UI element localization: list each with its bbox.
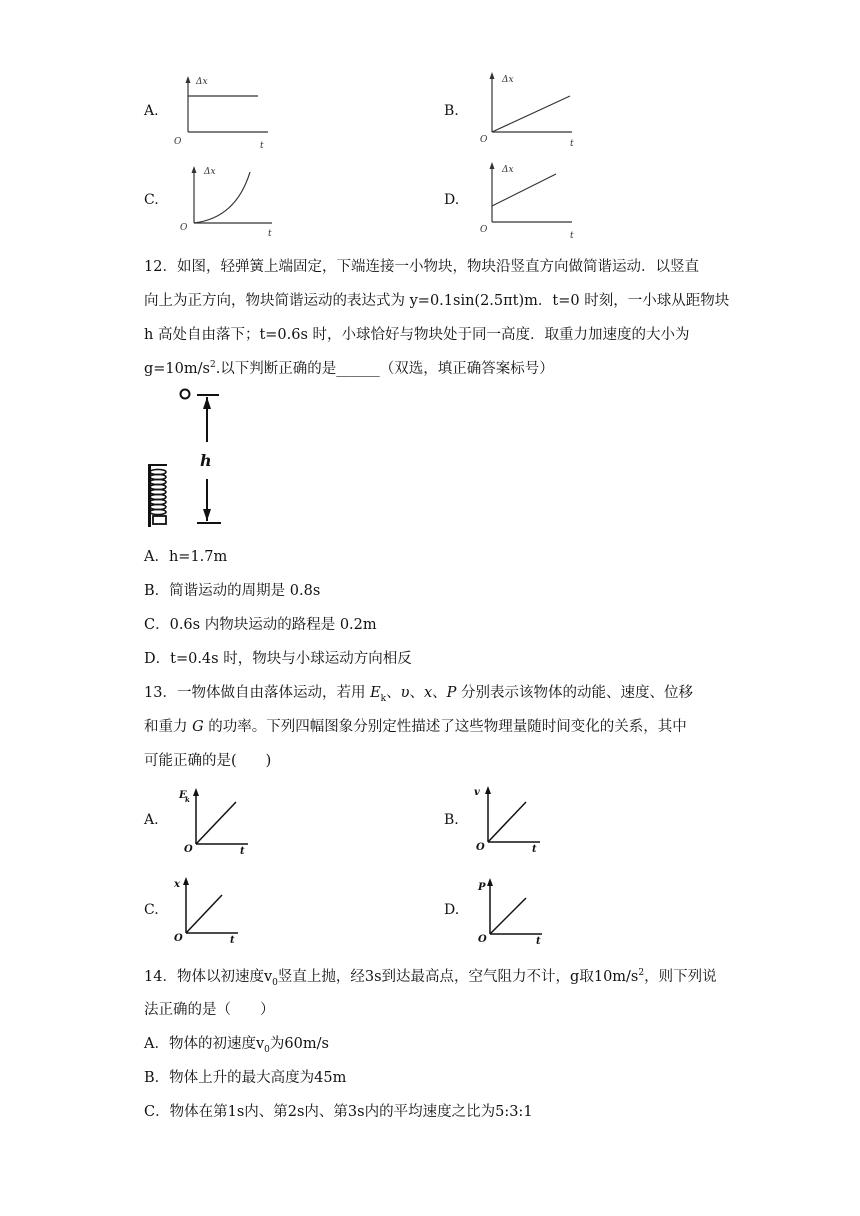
option-letter: C. xyxy=(144,902,159,918)
option-letter: A. xyxy=(144,812,159,828)
q11-graph-b xyxy=(474,70,584,154)
y-axis-label: P xyxy=(478,882,486,893)
option-letter: A. xyxy=(144,103,159,119)
x-axis-label: t xyxy=(260,141,264,151)
q12-stem-line-3: h 高处自由落下；t=0.6s 时，小球恰好与物块处于同一高度．取重力加速度的大小为 xyxy=(144,327,690,343)
origin-label: O xyxy=(480,225,488,235)
q14-stem-line-1: 14．物体以初速度$v_0$竖直上抛，经3s到达最高点，空气阻力不计，g取$10m/s^2$，则下列说 xyxy=(144,968,717,988)
x-axis-label: t xyxy=(240,846,245,857)
h-label: h xyxy=(200,451,212,470)
q14-option-c[interactable]: C．物体在第1s内、第2s内、第3s内的平均速度之比为5:3:1 xyxy=(144,1104,533,1120)
y-axis-label: E xyxy=(179,790,187,801)
option-letter: B. xyxy=(444,812,459,828)
spring-ball-figure xyxy=(145,387,235,539)
x-axis-label: t xyxy=(570,139,574,149)
q11-graph-c xyxy=(176,160,286,244)
y-axis-label: Δx xyxy=(204,167,216,177)
q11-graph-a xyxy=(170,70,280,154)
q14-stem-line-2: 法正确的是（ ） xyxy=(144,1002,275,1018)
q13-stem-line-2: 和重力 G 的功率。下列四幅图象分别定性描述了这些物理量随时间变化的关系，其中 xyxy=(144,719,687,735)
option-letter: C. xyxy=(144,192,159,208)
q12-stem-line-2: 向上为正方向，物块简谐运动的表达式为 y=0.1sin(2.5πt)m．t=0 时刻，一小球从距物块 xyxy=(144,293,730,309)
origin-label: O xyxy=(184,844,193,855)
q11-graph-d xyxy=(474,160,584,244)
q12-option-a[interactable]: A．h=1.7m xyxy=(144,549,228,565)
origin-label: O xyxy=(174,137,182,147)
y-axis-label: Δx xyxy=(502,75,514,85)
x-axis-label: t xyxy=(536,936,541,947)
origin-label: O xyxy=(180,223,188,233)
y-axis-label: Δx xyxy=(196,77,208,87)
q13-graph-a xyxy=(176,786,266,862)
q12-option-b[interactable]: B．简谐运动的周期是 0.8s xyxy=(144,583,321,599)
x-axis-label: t xyxy=(570,231,574,241)
origin-label: O xyxy=(174,933,183,944)
q14-option-a[interactable]: A．物体的初速度$v_0$为60m/s xyxy=(144,1036,329,1055)
q13-graph-d xyxy=(474,876,564,952)
q13-stem-line-3: 可能正确的是( ) xyxy=(144,753,272,769)
q13-graph-b xyxy=(470,784,560,860)
q14-option-b[interactable]: B．物体上升的最大高度为45m xyxy=(144,1070,347,1086)
q13-stem-line-1: 13．一物体做自由落体运动，若用 $E_k$、υ、x、P 分别表示该物体的动能、速度、位移 xyxy=(144,685,694,704)
option-letter: B. xyxy=(444,103,459,119)
x-axis-label: t xyxy=(532,844,537,855)
origin-label: O xyxy=(476,842,485,853)
q12-stem-line-4: $g=10m/s^2$.以下判断正确的是______（双选，填正确答案标号） xyxy=(144,360,554,377)
y-axis-label: Δx xyxy=(502,165,514,175)
q12-option-c[interactable]: C．0.6s 内物块运动的路程是 0.2m xyxy=(144,617,377,633)
y-axis-subscript: k xyxy=(185,795,190,804)
option-letter: D. xyxy=(444,902,460,918)
y-axis-label: v xyxy=(474,787,480,798)
q12-stem-line-1: 12．如图，轻弹簧上端固定，下端连接一小物块，物块沿竖直方向做简谐运动．以竖直 xyxy=(144,259,699,275)
y-axis-label: x xyxy=(174,879,180,890)
option-letter: D. xyxy=(444,192,460,208)
origin-label: O xyxy=(478,934,487,945)
x-axis-label: t xyxy=(230,935,235,946)
q12-option-d[interactable]: D．t=0.4s 时，物块与小球运动方向相反 xyxy=(144,651,412,667)
origin-label: O xyxy=(480,135,488,145)
x-axis-label: t xyxy=(268,229,272,239)
q13-graph-c xyxy=(170,875,260,951)
